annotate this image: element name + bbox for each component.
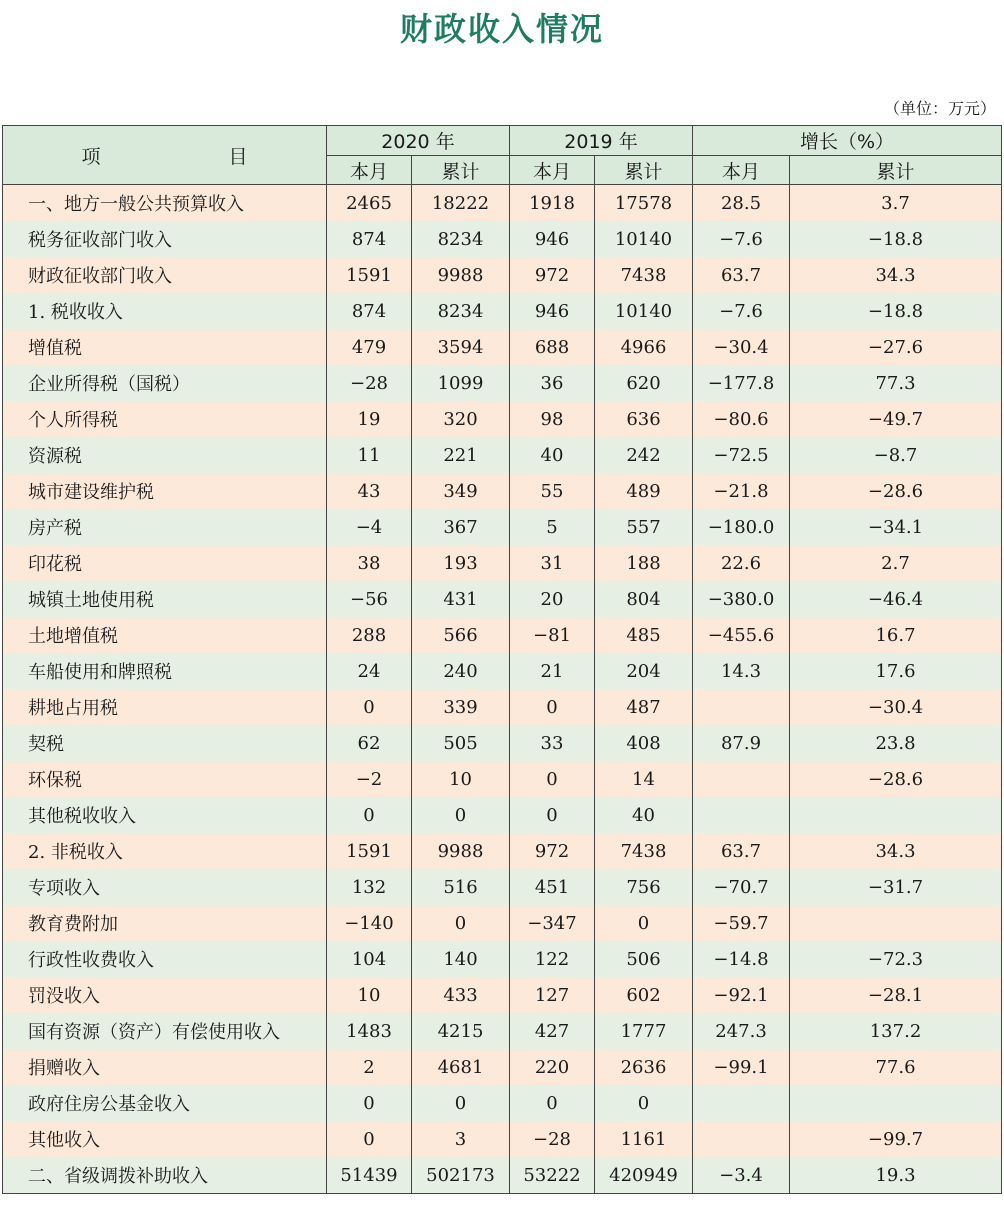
table-cell: 288 xyxy=(327,617,412,653)
table-cell: −30.4 xyxy=(693,329,790,365)
row-label: 其他收入 xyxy=(3,1121,327,1157)
table-cell: 242 xyxy=(595,437,693,473)
table-cell: 804 xyxy=(595,581,693,617)
table-cell xyxy=(693,797,790,833)
table-cell: −4 xyxy=(327,509,412,545)
table-cell: 19 xyxy=(327,401,412,437)
table-cell xyxy=(693,689,790,725)
table-cell: 8234 xyxy=(412,221,510,257)
table-row xyxy=(3,761,1002,797)
table-cell: 502173 xyxy=(412,1157,510,1194)
table-cell: −28.1 xyxy=(790,977,1002,1013)
table-cell: 972 xyxy=(510,257,595,293)
table-cell: −49.7 xyxy=(790,401,1002,437)
table-cell: −14.8 xyxy=(693,941,790,977)
table-cell: 602 xyxy=(595,977,693,1013)
table-cell: 62 xyxy=(327,725,412,761)
table-cell: 14.3 xyxy=(693,653,790,689)
table-cell: 3.7 xyxy=(790,185,1002,222)
table-cell: 4215 xyxy=(412,1013,510,1049)
table-row xyxy=(3,653,1002,689)
row-label: 财政征收部门收入 xyxy=(3,257,327,293)
row-label: 土地增值税 xyxy=(3,617,327,653)
table-row xyxy=(3,833,1002,869)
table-cell: 0 xyxy=(595,1085,693,1121)
table-row xyxy=(3,437,1002,473)
table-row xyxy=(3,941,1002,977)
table-cell: 40 xyxy=(510,437,595,473)
row-label: 城市建设维护税 xyxy=(3,473,327,509)
row-label: 耕地占用税 xyxy=(3,689,327,725)
table-cell: 34.3 xyxy=(790,257,1002,293)
table-cell: −28.6 xyxy=(790,761,1002,797)
item-header: 项 目 xyxy=(3,126,327,185)
table-cell: 18222 xyxy=(412,185,510,222)
table-cell: −99.7 xyxy=(790,1121,1002,1157)
row-label: 印花税 xyxy=(3,545,327,581)
table-cell: 23.8 xyxy=(790,725,1002,761)
table-cell: 0 xyxy=(595,905,693,941)
table-cell: −46.4 xyxy=(790,581,1002,617)
table-row xyxy=(3,509,1002,545)
table-row xyxy=(3,185,1002,222)
table-cell: −3.4 xyxy=(693,1157,790,1194)
table-cell: −177.8 xyxy=(693,365,790,401)
table-cell: 21 xyxy=(510,653,595,689)
table-row xyxy=(3,1157,1002,1194)
table-cell: 2636 xyxy=(595,1049,693,1085)
table-cell: −99.1 xyxy=(693,1049,790,1085)
table-cell: 946 xyxy=(510,221,595,257)
table-cell: 0 xyxy=(412,1085,510,1121)
row-label: 契税 xyxy=(3,725,327,761)
table-cell: 620 xyxy=(595,365,693,401)
table-cell: 17578 xyxy=(595,185,693,222)
table-cell: 485 xyxy=(595,617,693,653)
table-row xyxy=(3,401,1002,437)
table-cell: 1918 xyxy=(510,185,595,222)
table-cell: 221 xyxy=(412,437,510,473)
row-label: 税务征收部门收入 xyxy=(3,221,327,257)
table-cell: 17.6 xyxy=(790,653,1002,689)
table-cell: 98 xyxy=(510,401,595,437)
table-cell: 0 xyxy=(510,689,595,725)
table-cell: 7438 xyxy=(595,257,693,293)
table-cell: 240 xyxy=(412,653,510,689)
table-cell: 431 xyxy=(412,581,510,617)
row-label: 增值税 xyxy=(3,329,327,365)
table-cell: 367 xyxy=(412,509,510,545)
table-cell: 566 xyxy=(412,617,510,653)
table-cell: −7.6 xyxy=(693,221,790,257)
table-cell: −18.8 xyxy=(790,293,1002,329)
table-cell: −31.7 xyxy=(790,869,1002,905)
table-cell: −80.6 xyxy=(693,401,790,437)
table-cell: 140 xyxy=(412,941,510,977)
table-row xyxy=(3,869,1002,905)
year-2019-header: 2019 年 xyxy=(510,126,693,156)
row-label: 1. 税收收入 xyxy=(3,293,327,329)
table-cell: 7438 xyxy=(595,833,693,869)
table-cell: 77.6 xyxy=(790,1049,1002,1085)
table-cell: 8234 xyxy=(412,293,510,329)
table-cell: 31 xyxy=(510,545,595,581)
table-cell: 756 xyxy=(595,869,693,905)
table-cell: 320 xyxy=(412,401,510,437)
table-cell: 1777 xyxy=(595,1013,693,1049)
table-cell: 20 xyxy=(510,581,595,617)
table-cell: 51439 xyxy=(327,1157,412,1194)
table-cell: 516 xyxy=(412,869,510,905)
table-cell: −72.5 xyxy=(693,437,790,473)
table-cell: 33 xyxy=(510,725,595,761)
table-cell: 28.5 xyxy=(693,185,790,222)
table-body xyxy=(3,185,1002,1194)
table-cell: 10 xyxy=(327,977,412,1013)
table-cell: 1161 xyxy=(595,1121,693,1157)
table-row xyxy=(3,293,1002,329)
table-cell: 122 xyxy=(510,941,595,977)
table-cell: 408 xyxy=(595,725,693,761)
table-cell: 557 xyxy=(595,509,693,545)
table-cell: −30.4 xyxy=(790,689,1002,725)
table-cell: 34.3 xyxy=(790,833,1002,869)
table-cell: 247.3 xyxy=(693,1013,790,1049)
table-row xyxy=(3,221,1002,257)
table-cell xyxy=(693,1121,790,1157)
table-cell: 3 xyxy=(412,1121,510,1157)
table-cell: 10140 xyxy=(595,293,693,329)
row-label: 环保税 xyxy=(3,761,327,797)
table-cell xyxy=(790,797,1002,833)
table-cell: −8.7 xyxy=(790,437,1002,473)
table-cell: 4966 xyxy=(595,329,693,365)
table-cell: 22.6 xyxy=(693,545,790,581)
table-cell: 2465 xyxy=(327,185,412,222)
table-cell: 63.7 xyxy=(693,257,790,293)
table-cell: 1591 xyxy=(327,257,412,293)
table-row xyxy=(3,1049,1002,1085)
table-cell: 874 xyxy=(327,293,412,329)
table-cell: 1099 xyxy=(412,365,510,401)
table-row xyxy=(3,1013,1002,1049)
row-label: 国有资源（资产）有偿使用收入 xyxy=(3,1013,327,1049)
table-row xyxy=(3,689,1002,725)
table-cell: 24 xyxy=(327,653,412,689)
table-cell: 220 xyxy=(510,1049,595,1085)
table-row xyxy=(3,1121,1002,1157)
table-cell: 946 xyxy=(510,293,595,329)
table-cell: 0 xyxy=(412,905,510,941)
table-cell: 53222 xyxy=(510,1157,595,1194)
table-cell: 489 xyxy=(595,473,693,509)
table-cell: 9988 xyxy=(412,257,510,293)
row-label: 房产税 xyxy=(3,509,327,545)
table-cell: 9988 xyxy=(412,833,510,869)
table-cell: 1483 xyxy=(327,1013,412,1049)
table-cell: 127 xyxy=(510,977,595,1013)
table-row xyxy=(3,977,1002,1013)
table-cell: −27.6 xyxy=(790,329,1002,365)
table-cell: 19.3 xyxy=(790,1157,1002,1194)
table-cell: 0 xyxy=(327,689,412,725)
table-cell: 0 xyxy=(327,1121,412,1157)
table-cell: 14 xyxy=(595,761,693,797)
table-cell: −59.7 xyxy=(693,905,790,941)
table-cell: 0 xyxy=(412,797,510,833)
table-cell: 349 xyxy=(412,473,510,509)
table-row xyxy=(3,545,1002,581)
row-label: 其他税收收入 xyxy=(3,797,327,833)
table-cell xyxy=(790,905,1002,941)
row-label: 个人所得税 xyxy=(3,401,327,437)
table-cell: 10140 xyxy=(595,221,693,257)
table-cell: 0 xyxy=(510,1085,595,1121)
table-cell: 87.9 xyxy=(693,725,790,761)
table-cell: 38 xyxy=(327,545,412,581)
table-cell: 3594 xyxy=(412,329,510,365)
table-cell xyxy=(693,761,790,797)
row-label: 行政性收费收入 xyxy=(3,941,327,977)
sub-header-cumulative: 累计 xyxy=(412,156,510,185)
row-label: 一、地方一般公共预算收入 xyxy=(3,185,327,222)
table-cell: −380.0 xyxy=(693,581,790,617)
table-row xyxy=(3,581,1002,617)
row-label: 教育费附加 xyxy=(3,905,327,941)
table-cell: 77.3 xyxy=(790,365,1002,401)
sub-header-cumulative: 累计 xyxy=(790,156,1002,185)
table-cell: 972 xyxy=(510,833,595,869)
row-label: 2. 非税收入 xyxy=(3,833,327,869)
table-cell: −56 xyxy=(327,581,412,617)
row-label: 政府住房公基金收入 xyxy=(3,1085,327,1121)
table-cell: 479 xyxy=(327,329,412,365)
table-cell: −347 xyxy=(510,905,595,941)
table-cell: −81 xyxy=(510,617,595,653)
table-cell: 40 xyxy=(595,797,693,833)
sub-header-month: 本月 xyxy=(693,156,790,185)
table-cell: 433 xyxy=(412,977,510,1013)
table-row xyxy=(3,1085,1002,1121)
row-label: 罚没收入 xyxy=(3,977,327,1013)
table-cell: −28.6 xyxy=(790,473,1002,509)
table-row xyxy=(3,905,1002,941)
row-label: 城镇土地使用税 xyxy=(3,581,327,617)
table-cell: −28 xyxy=(327,365,412,401)
table-cell: 10 xyxy=(412,761,510,797)
table-row xyxy=(3,797,1002,833)
table-cell: −92.1 xyxy=(693,977,790,1013)
row-label: 资源税 xyxy=(3,437,327,473)
table-cell: 104 xyxy=(327,941,412,977)
table-cell: 506 xyxy=(595,941,693,977)
table-cell: −18.8 xyxy=(790,221,1002,257)
table-row xyxy=(3,725,1002,761)
sub-header-cumulative: 累计 xyxy=(595,156,693,185)
table-cell: −70.7 xyxy=(693,869,790,905)
row-label: 二、省级调拨补助收入 xyxy=(3,1157,327,1194)
table-cell: 427 xyxy=(510,1013,595,1049)
revenue-table xyxy=(2,125,1002,1194)
table-cell: −455.6 xyxy=(693,617,790,653)
table-cell: 487 xyxy=(595,689,693,725)
table-row xyxy=(3,257,1002,293)
table-cell: 451 xyxy=(510,869,595,905)
table-cell: 339 xyxy=(412,689,510,725)
table-cell: 0 xyxy=(327,1085,412,1121)
table-cell: 2.7 xyxy=(790,545,1002,581)
table-cell: −28 xyxy=(510,1121,595,1157)
page-title: 财政收入情况 xyxy=(399,10,604,48)
sub-header-month: 本月 xyxy=(510,156,595,185)
growth-header: 增长（%） xyxy=(693,126,1002,156)
table-cell: 0 xyxy=(510,797,595,833)
table-cell: 137.2 xyxy=(790,1013,1002,1049)
year-2020-header: 2020 年 xyxy=(327,126,510,156)
sub-header-month: 本月 xyxy=(327,156,412,185)
table-cell: 16.7 xyxy=(790,617,1002,653)
row-label: 专项收入 xyxy=(3,869,327,905)
table-cell: 1591 xyxy=(327,833,412,869)
table-cell: −7.6 xyxy=(693,293,790,329)
table-cell: 188 xyxy=(595,545,693,581)
table-cell: 11 xyxy=(327,437,412,473)
table-cell: 0 xyxy=(510,761,595,797)
table-cell: −21.8 xyxy=(693,473,790,509)
table-cell: 63.7 xyxy=(693,833,790,869)
unit-note: （单位：万元） xyxy=(883,99,996,118)
table-cell: 2 xyxy=(327,1049,412,1085)
table-cell: 204 xyxy=(595,653,693,689)
table-cell xyxy=(790,1085,1002,1121)
row-label: 捐赠收入 xyxy=(3,1049,327,1085)
table-cell: −72.3 xyxy=(790,941,1002,977)
table-cell: 5 xyxy=(510,509,595,545)
table-cell: 132 xyxy=(327,869,412,905)
row-label: 企业所得税（国税） xyxy=(3,365,327,401)
table-row xyxy=(3,473,1002,509)
table-row xyxy=(3,365,1002,401)
table-cell: 4681 xyxy=(412,1049,510,1085)
row-label: 车船使用和牌照税 xyxy=(3,653,327,689)
table-cell: −2 xyxy=(327,761,412,797)
table-cell: 193 xyxy=(412,545,510,581)
table-cell: 0 xyxy=(327,797,412,833)
table-cell: −180.0 xyxy=(693,509,790,545)
table-cell: 688 xyxy=(510,329,595,365)
table-cell: −140 xyxy=(327,905,412,941)
table-cell xyxy=(693,1085,790,1121)
table-cell: 505 xyxy=(412,725,510,761)
table-cell: −34.1 xyxy=(790,509,1002,545)
table-row xyxy=(3,329,1002,365)
table-cell: 36 xyxy=(510,365,595,401)
table-cell: 420949 xyxy=(595,1157,693,1194)
table-cell: 55 xyxy=(510,473,595,509)
table-cell: 43 xyxy=(327,473,412,509)
table-cell: 874 xyxy=(327,221,412,257)
table-cell: 636 xyxy=(595,401,693,437)
table-row xyxy=(3,617,1002,653)
